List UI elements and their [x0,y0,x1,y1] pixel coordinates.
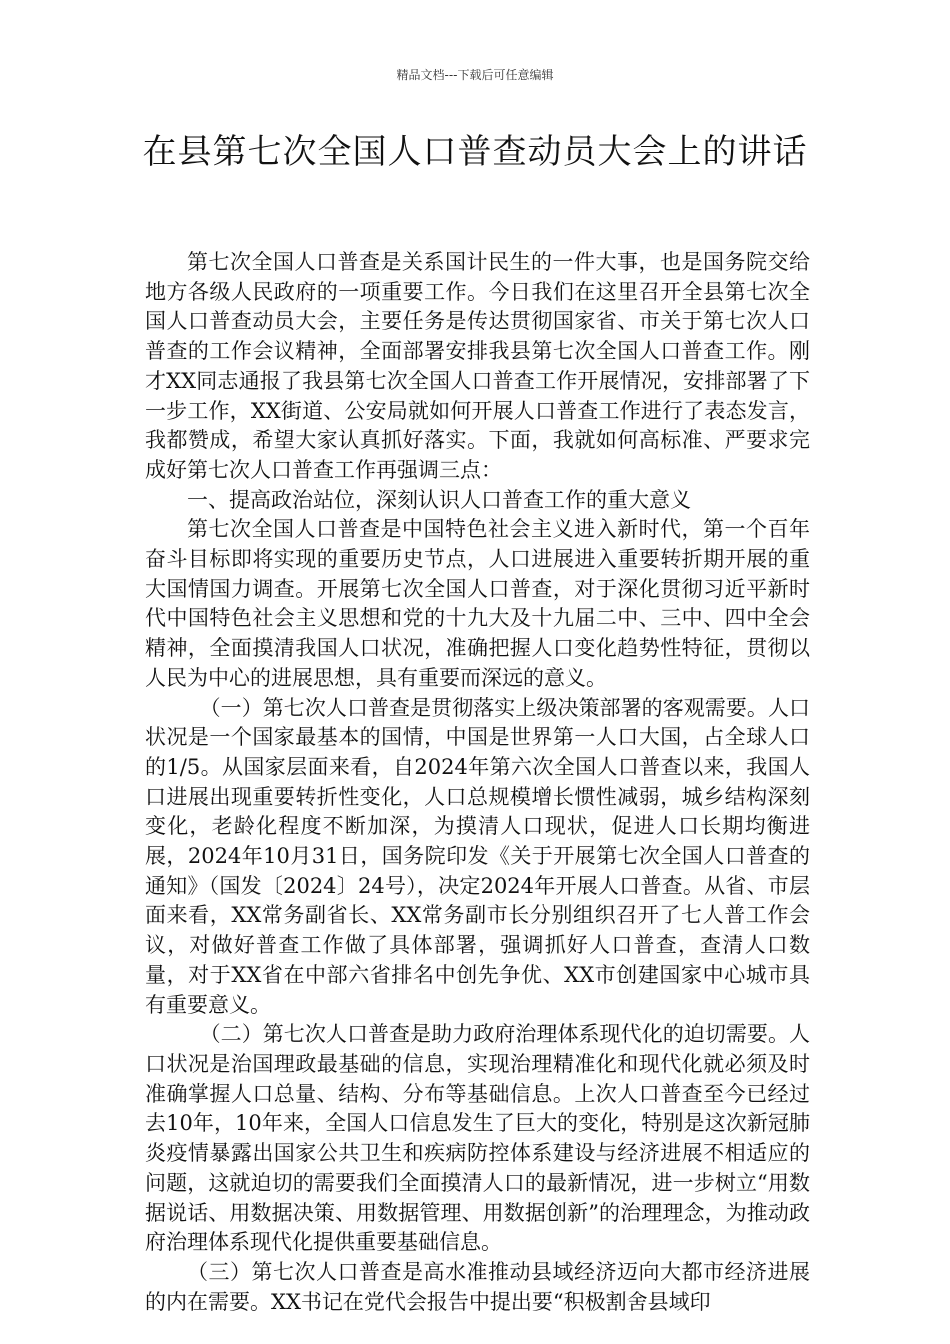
paragraph-point-1: （一）第七次人口普查是贯彻落实上级决策部署的客观需要。人口状况是一个国家最基本的国情，中国是世界第一人口大国，占全球人口的1/5。从国家层面来看，自2024年第六次全国人口普查以来，我国人口进展出现重要转折性变化，人口总规模增长惯性减弱，城乡结构深刻变化，老龄化程度不断加深，为摸清人口现状，促进人口长期均衡进展，2024年10月31日，国务院印发《关于开展第七次全国人口普查的通知》（国发〔2024〕24号），决定2024年开展人口普查。从省、市层面来看，XX常务副省长、XX常务副市长分别组织召开了七人普工作会议，对做好普查工作做了具体部署，强调抓好人口普查，查清人口数量，对于XX省在中部六省排名中创先争优、XX市创建国家中心城市具有重要意义。 [145,695,810,1017]
paragraph-point-2: （二）第七次人口普查是助力政府治理体系现代化的迫切需要。人口状况是治国理政最基础的信息，实现治理精准化和现代化就必须及时准确掌握人口总量、结构、分布等基础信息。上次人口普查至今已经过去10年，10年来，全国人口信息发生了巨大的变化，特别是这次新冠肺炎疫情暴露出国家公共卫生和疾病防控体系建设与经济进展不相适应的问题，这就迫切的需要我们全面摸清人口的最新情况，进一步树立“用数据说话、用数据决策、用数据管理、用数据创新”的治理理念，为推动政府治理体系现代化提供重要基础信息。 [145,1022,810,1255]
document-body [145,248,810,1317]
paragraph-intro: 第七次全国人口普查是关系国计民生的一件大事，也是国务院交给地方各级人民政府的一项重要工作。今日我们在这里召开全县第七次全国人口普查动员大会，主要任务是传达贯彻国家省、市关于第七次人口普查的工作会议精神，全面部署安排我县第七次全国人口普查工作。刚才XX同志通报了我县第七次全国人口普查工作开展情况，安排部署了下一步工作，XX街道、公安局就如何开展人口普查工作进行了表态发言，我都赞成，希望大家认真抓好落实。下面，我就如何高标准、严要求完成好第七次人口普查工作再强调三点： [145,250,810,482]
paragraph-point-3: （三）第七次人口普查是高水准推动县域经济迈向大都市经济进展的内在需要。XX书记在党代会报告中提出要“积极割舍县域印 [145,1259,810,1314]
paragraph-significance: 第七次全国人口普查是中国特色社会主义进入新时代，第一个百年奋斗目标即将实现的重要历史节点，人口进展进入重要转折期开展的重大国情国力调查。开展第七次全国人口普查，对于深化贯彻习近平新时代中国特色社会主义思想和党的十九大及十九届二中、三中、四中全会精神，全面摸清我国人口状况，准确把握人口变化趋势性特征，贯彻以人民为中心的进展思想，具有重要而深远的意义。 [145,517,810,690]
section-heading-1: 一、提高政治站位，深刻认识人口普查工作的重大意义 [187,487,691,512]
document-title: 在县第七次全国人口普查动员大会上的讲话 [142,132,808,172]
page-header: 精品文档---下载后可任意编辑 [396,68,554,82]
